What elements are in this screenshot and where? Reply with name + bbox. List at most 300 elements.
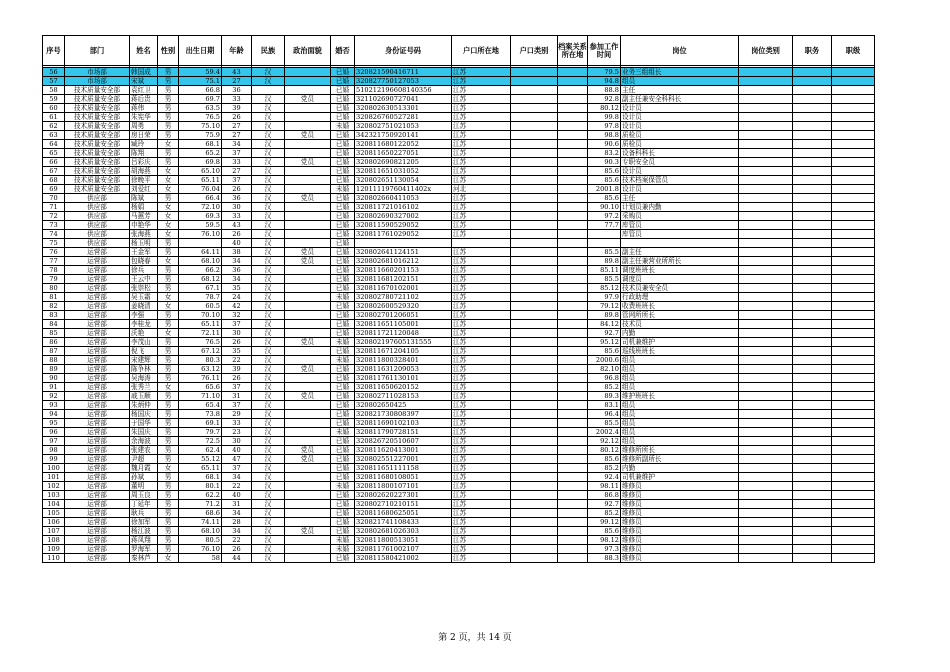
cell-id: 320827750127053	[355, 77, 452, 86]
cell-empty	[832, 419, 875, 428]
cell-empty	[832, 446, 875, 455]
table-row	[43, 527, 875, 536]
cell-birth: 80.1	[179, 482, 222, 491]
cell-name: 陈斌	[130, 194, 158, 203]
table-row	[43, 383, 875, 392]
cell-name: 张秀兰	[130, 383, 158, 392]
cell-birth: 63.5	[179, 104, 222, 113]
cell-sex: 女	[158, 167, 179, 176]
cell-empty	[793, 374, 832, 383]
table-row	[43, 428, 875, 437]
cell-name: 杨江波	[130, 527, 158, 536]
cell-nation: 汉	[252, 545, 285, 554]
cell-name: 杨娟	[130, 203, 158, 212]
cell-id: 320802711028153	[355, 392, 452, 401]
cell-empty	[511, 419, 558, 428]
cell-birth: 68.1	[179, 473, 222, 482]
col-header-hukou: 户口所在地	[452, 36, 511, 66]
cell-hukou: 江苏	[452, 176, 511, 185]
cell-no: 100	[43, 464, 65, 473]
cell-party	[285, 221, 331, 230]
cell-birth: 70.10	[179, 311, 222, 320]
cell-name: 秦林芦	[130, 554, 158, 563]
cell-empty	[511, 356, 558, 365]
cell-nation: 汉	[252, 473, 285, 482]
cell-birth: 63.12	[179, 365, 222, 374]
cell-birth: 76.04	[179, 185, 222, 194]
cell-empty	[558, 266, 588, 275]
cell-no: 89	[43, 365, 65, 374]
cell-empty	[739, 446, 793, 455]
cell-marriage: 已婚	[331, 383, 355, 392]
cell-empty	[558, 113, 588, 122]
cell-name: 吴玉霜	[130, 293, 158, 302]
cell-hukou: 江苏	[452, 104, 511, 113]
cell-id: 320811800328401	[355, 356, 452, 365]
cell-dept: 运营部	[65, 509, 130, 518]
cell-dept: 供应部	[65, 230, 130, 239]
cell-marriage: 已婚	[331, 320, 355, 329]
cell-id: 320802630513301	[355, 104, 452, 113]
cell-empty	[558, 140, 588, 149]
cell-nation: 汉	[252, 194, 285, 203]
cell-hukou: 江苏	[452, 257, 511, 266]
cell-marriage: 已婚	[331, 68, 355, 77]
cell-birth: 68.10	[179, 527, 222, 536]
cell-post: 质检员	[621, 131, 739, 140]
cell-id: 320811651111158	[355, 464, 452, 473]
cell-name: 胡海燕	[130, 167, 158, 176]
cell-empty	[793, 473, 832, 482]
cell-dept: 技术质量安全部	[65, 122, 130, 131]
cell-post: 维修员	[621, 482, 739, 491]
cell-age: 34	[222, 140, 252, 149]
cell-empty	[558, 419, 588, 428]
cell-work: 77.7	[588, 221, 621, 230]
cell-empty	[511, 491, 558, 500]
cell-sex: 男	[158, 392, 179, 401]
cell-empty	[558, 293, 588, 302]
cell-dept: 运营部	[65, 491, 130, 500]
cell-empty	[558, 284, 588, 293]
cell-empty	[558, 383, 588, 392]
cell-empty	[832, 509, 875, 518]
cell-id: 320811670102001	[355, 284, 452, 293]
cell-name: 戚玉顺	[130, 392, 158, 401]
cell-empty	[832, 374, 875, 383]
cell-work: 89.8	[588, 257, 621, 266]
cell-marriage: 已婚	[331, 140, 355, 149]
cell-hukou: 江苏	[452, 302, 511, 311]
cell-party	[285, 437, 331, 446]
cell-empty	[739, 527, 793, 536]
cell-empty	[793, 239, 832, 248]
cell-post: 收费班班长	[621, 302, 739, 311]
cell-party	[285, 500, 331, 509]
cell-nation: 汉	[252, 347, 285, 356]
cell-empty	[558, 248, 588, 257]
cell-party: 党员	[285, 95, 331, 104]
cell-name: 刘爱红	[130, 185, 158, 194]
cell-sex: 男	[158, 68, 179, 77]
cell-post: 主任	[621, 86, 739, 95]
cell-dept: 供应部	[65, 203, 130, 212]
cell-empty	[793, 419, 832, 428]
cell-id: 320802751021053	[355, 122, 452, 131]
cell-nation: 汉	[252, 293, 285, 302]
cell-birth: 65.11	[179, 464, 222, 473]
cell-party	[285, 545, 331, 554]
table-row	[43, 194, 875, 203]
cell-no: 69	[43, 185, 65, 194]
cell-dept: 技术质量安全部	[65, 104, 130, 113]
cell-party	[285, 482, 331, 491]
cell-name: 姜晓清	[130, 302, 158, 311]
cell-birth: 55.12	[179, 455, 222, 464]
cell-age: 43	[222, 68, 252, 77]
cell-empty	[793, 356, 832, 365]
cell-empty	[832, 257, 875, 266]
cell-hukou: 江苏	[452, 365, 511, 374]
cell-post: 技术档案保管员	[621, 176, 739, 185]
cell-hukou: 江苏	[452, 122, 511, 131]
cell-nation: 汉	[252, 446, 285, 455]
cell-work: 83.2	[588, 149, 621, 158]
cell-empty	[558, 338, 588, 347]
cell-no: 85	[43, 329, 65, 338]
cell-post: 质检员	[621, 140, 739, 149]
cell-sex: 女	[158, 257, 179, 266]
cell-age: 24	[222, 293, 252, 302]
cell-party	[285, 113, 331, 122]
cell-no: 101	[43, 473, 65, 482]
cell-work: 85.6	[588, 527, 621, 536]
cell-age: 33	[222, 212, 252, 221]
cell-dept: 运营部	[65, 410, 130, 419]
cell-party	[285, 356, 331, 365]
cell-id: 320826720510607	[355, 437, 452, 446]
cell-no: 68	[43, 176, 65, 185]
cell-marriage: 已婚	[331, 437, 355, 446]
cell-marriage: 已婚	[331, 473, 355, 482]
cell-empty	[558, 509, 588, 518]
cell-hukou: 江苏	[452, 356, 511, 365]
table-row	[43, 68, 875, 77]
cell-age: 27	[222, 77, 252, 86]
cell-party	[285, 374, 331, 383]
cell-empty	[511, 428, 558, 437]
cell-party	[285, 518, 331, 527]
cell-birth: 67.12	[179, 347, 222, 356]
cell-nation: 汉	[252, 140, 285, 149]
cell-empty	[793, 338, 832, 347]
header-row	[43, 36, 875, 66]
cell-post: 主任	[621, 194, 739, 203]
cell-marriage: 未婚	[331, 338, 355, 347]
cell-nation: 汉	[252, 284, 285, 293]
cell-no: 99	[43, 455, 65, 464]
cell-sex: 男	[158, 104, 179, 113]
cell-empty	[739, 320, 793, 329]
cell-empty	[793, 428, 832, 437]
cell-post: 内勤	[621, 329, 739, 338]
cell-no: 67	[43, 167, 65, 176]
cell-party	[285, 212, 331, 221]
cell-work: 85.12	[588, 284, 621, 293]
cell-birth: 72.5	[179, 437, 222, 446]
cell-work: 89.3	[588, 392, 621, 401]
cell-hukou: 江苏	[452, 266, 511, 275]
cell-marriage: 未婚	[331, 122, 355, 131]
cell-sex: 男	[158, 275, 179, 284]
table-row	[43, 410, 875, 419]
cell-age: 39	[222, 365, 252, 374]
cell-hukou	[452, 239, 511, 248]
cell-empty	[832, 437, 875, 446]
cell-empty	[832, 392, 875, 401]
cell-birth: 71.10	[179, 392, 222, 401]
cell-empty	[793, 536, 832, 545]
cell-post: 副主任	[621, 248, 739, 257]
cell-work: 80.12	[588, 446, 621, 455]
cell-post: 副主任兼安全科科长	[621, 95, 739, 104]
cell-post: 组员	[621, 419, 739, 428]
cell-empty	[832, 149, 875, 158]
cell-empty	[793, 464, 832, 473]
cell-party	[285, 329, 331, 338]
cell-nation: 汉	[252, 518, 285, 527]
cell-empty	[558, 518, 588, 527]
cell-age: 37	[222, 401, 252, 410]
cell-empty	[793, 95, 832, 104]
cell-marriage: 已婚	[331, 95, 355, 104]
cell-post: 技术员	[621, 320, 739, 329]
cell-marriage: 已婚	[331, 239, 355, 248]
cell-empty	[558, 239, 588, 248]
cell-age: 39	[222, 104, 252, 113]
cell-work: 92.8	[588, 95, 621, 104]
cell-empty	[558, 374, 588, 383]
cell-dept: 运营部	[65, 275, 130, 284]
cell-work: 2002.4	[588, 428, 621, 437]
cell-empty	[793, 446, 832, 455]
cell-id: 320802197605131555	[355, 338, 452, 347]
cell-empty	[558, 554, 588, 563]
cell-work: 90.6	[588, 140, 621, 149]
cell-empty	[511, 554, 558, 563]
cell-birth: 72.10	[179, 203, 222, 212]
cell-empty	[739, 293, 793, 302]
cell-no: 88	[43, 356, 65, 365]
cell-empty	[511, 500, 558, 509]
cell-hukou: 江苏	[452, 275, 511, 284]
cell-dept: 运营部	[65, 347, 130, 356]
cell-hukou: 江苏	[452, 320, 511, 329]
cell-post: 维修所所长	[621, 446, 739, 455]
cell-no: 96	[43, 428, 65, 437]
cell-name: 韩国成	[130, 68, 158, 77]
cell-party	[285, 230, 331, 239]
cell-sex: 男	[158, 527, 179, 536]
cell-nation: 汉	[252, 374, 285, 383]
cell-empty	[558, 392, 588, 401]
cell-post: 维修员	[621, 491, 739, 500]
cell-empty	[793, 347, 832, 356]
cell-no: 65	[43, 149, 65, 158]
cell-party	[285, 383, 331, 392]
table-row	[43, 509, 875, 518]
cell-marriage: 已婚	[331, 248, 355, 257]
cell-work: 98.8	[588, 131, 621, 140]
cell-empty	[511, 266, 558, 275]
cell-id: 320811761029052	[355, 230, 452, 239]
cell-work	[588, 230, 621, 239]
cell-birth: 65.6	[179, 383, 222, 392]
col-header-post-type: 岗位类别	[739, 36, 793, 66]
cell-marriage: 已婚	[331, 113, 355, 122]
table-row	[43, 401, 875, 410]
cell-empty	[832, 383, 875, 392]
cell-sex: 男	[158, 158, 179, 167]
cell-empty	[558, 149, 588, 158]
cell-dept: 技术质量安全部	[65, 185, 130, 194]
cell-empty	[832, 104, 875, 113]
cell-empty	[832, 329, 875, 338]
cell-empty	[558, 500, 588, 509]
cell-sex: 男	[158, 518, 179, 527]
cell-nation: 汉	[252, 122, 285, 131]
cell-hukou: 江苏	[452, 464, 511, 473]
cell-age: 40	[222, 239, 252, 248]
cell-no: 94	[43, 410, 65, 419]
cell-empty	[832, 536, 875, 545]
table-row	[43, 536, 875, 545]
cell-age: 42	[222, 302, 252, 311]
cell-party: 党员	[285, 158, 331, 167]
cell-age: 43	[222, 221, 252, 230]
table-row	[43, 419, 875, 428]
cell-birth: 73.8	[179, 410, 222, 419]
table-row	[43, 140, 875, 149]
cell-nation: 汉	[252, 356, 285, 365]
cell-birth: 66.4	[179, 194, 222, 203]
cell-empty	[558, 482, 588, 491]
cell-empty	[832, 518, 875, 527]
cell-party	[285, 302, 331, 311]
cell-empty	[511, 509, 558, 518]
cell-nation: 汉	[252, 509, 285, 518]
cell-empty	[793, 86, 832, 95]
cell-empty	[832, 113, 875, 122]
cell-hukou: 江苏	[452, 446, 511, 455]
cell-party	[285, 410, 331, 419]
cell-empty	[558, 311, 588, 320]
cell-empty	[832, 86, 875, 95]
cell-dept: 运营部	[65, 293, 130, 302]
cell-no: 108	[43, 536, 65, 545]
cell-age: 37	[222, 320, 252, 329]
cell-empty	[793, 509, 832, 518]
cell-dept: 运营部	[65, 284, 130, 293]
cell-sex: 男	[158, 284, 179, 293]
cell-birth: 80.3	[179, 356, 222, 365]
cell-dept: 技术质量安全部	[65, 149, 130, 158]
cell-empty	[511, 86, 558, 95]
cell-id: 320811761130101	[355, 374, 452, 383]
cell-empty	[511, 293, 558, 302]
cell-empty	[511, 401, 558, 410]
cell-party	[285, 239, 331, 248]
cell-sex: 女	[158, 176, 179, 185]
cell-empty	[558, 158, 588, 167]
cell-empty	[793, 482, 832, 491]
cell-empty	[739, 329, 793, 338]
cell-sex: 男	[158, 266, 179, 275]
cell-dept: 运营部	[65, 428, 130, 437]
cell-empty	[793, 185, 832, 194]
cell-post: 计划员兼内勤	[621, 203, 739, 212]
cell-hukou: 江苏	[452, 338, 511, 347]
cell-age: 34	[222, 275, 252, 284]
cell-age: 22	[222, 536, 252, 545]
cell-age: 36	[222, 194, 252, 203]
cell-empty	[511, 527, 558, 536]
cell-name: 孙斌	[130, 473, 158, 482]
cell-dept: 供应部	[65, 239, 130, 248]
cell-party	[285, 149, 331, 158]
cell-sex: 男	[158, 410, 179, 419]
cell-empty	[558, 131, 588, 140]
cell-sex: 男	[158, 365, 179, 374]
cell-no: 86	[43, 338, 65, 347]
cell-empty	[793, 113, 832, 122]
cell-birth	[179, 239, 222, 248]
cell-no: 66	[43, 158, 65, 167]
cell-empty	[511, 545, 558, 554]
cell-name: 申艳华	[130, 221, 158, 230]
cell-sex: 男	[158, 113, 179, 122]
cell-birth: 69.3	[179, 212, 222, 221]
cell-work: 85.2	[588, 509, 621, 518]
cell-id: 342321750920141	[355, 131, 452, 140]
cell-birth: 79.7	[179, 428, 222, 437]
cell-post: 维修员	[621, 536, 739, 545]
table-row	[43, 293, 875, 302]
cell-no: 82	[43, 302, 65, 311]
cell-empty	[793, 320, 832, 329]
cell-marriage: 已婚	[331, 446, 355, 455]
cell-nation: 汉	[252, 365, 285, 374]
cell-empty	[793, 248, 832, 257]
cell-empty	[511, 203, 558, 212]
cell-empty	[739, 68, 793, 77]
cell-name: 耿兵	[130, 509, 158, 518]
cell-party	[285, 167, 331, 176]
cell-name: 李茂山	[130, 338, 158, 347]
cell-nation: 汉	[252, 536, 285, 545]
cell-work: 85.2	[588, 383, 621, 392]
cell-id: 320802681016212	[355, 257, 452, 266]
cell-work: 83.1	[588, 401, 621, 410]
cell-empty	[793, 293, 832, 302]
cell-hukou: 江苏	[452, 329, 511, 338]
cell-dept: 技术质量安全部	[65, 158, 130, 167]
cell-empty	[793, 401, 832, 410]
table-row	[43, 86, 875, 95]
cell-empty	[739, 392, 793, 401]
cell-hukou: 江苏	[452, 419, 511, 428]
col-header-post: 岗位	[621, 36, 739, 66]
